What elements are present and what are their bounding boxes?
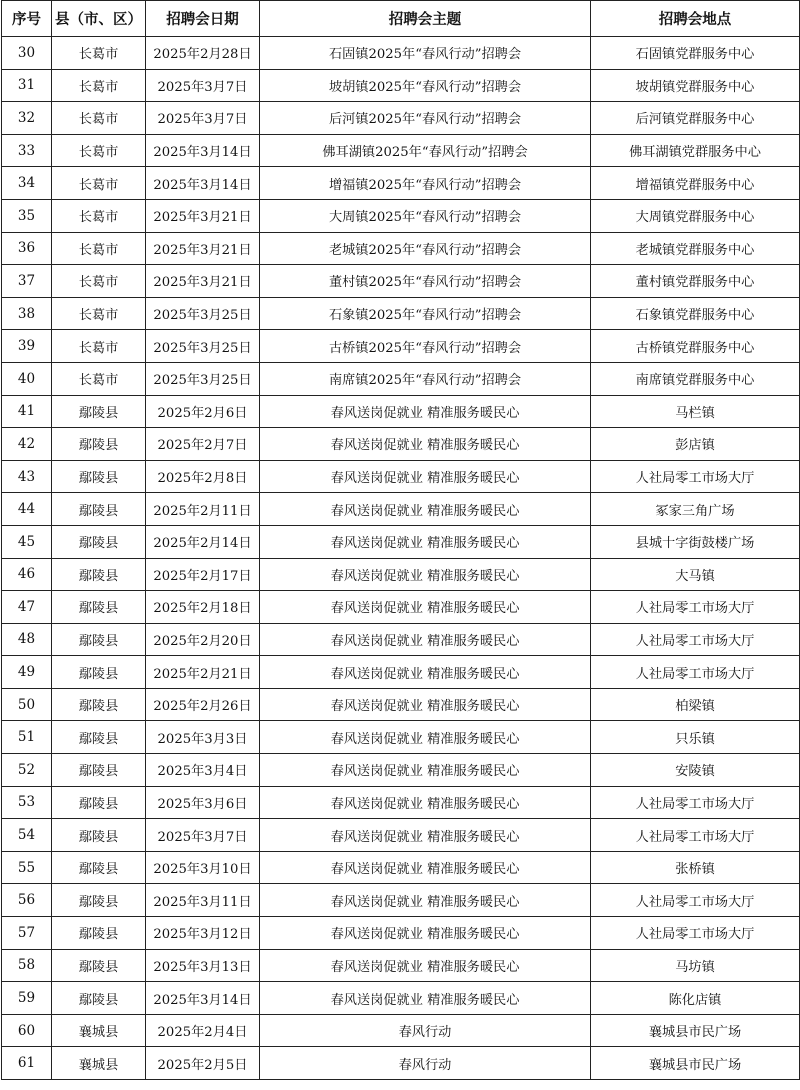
cell-location: 人社局零工市场大厅 xyxy=(591,884,800,917)
cell-seq: 59 xyxy=(2,982,52,1015)
cell-date: 2025年3月25日 xyxy=(146,330,260,363)
cell-date: 2025年2月28日 xyxy=(146,37,260,70)
cell-theme: 大周镇2025年“春风行动”招聘会 xyxy=(260,199,591,232)
cell-location: 襄城县市民广场 xyxy=(591,1014,800,1047)
cell-theme: 增福镇2025年“春风行动”招聘会 xyxy=(260,167,591,200)
header-seq: 序号 xyxy=(2,1,52,37)
cell-seq: 42 xyxy=(2,428,52,461)
cell-seq: 54 xyxy=(2,819,52,852)
cell-seq: 48 xyxy=(2,623,52,656)
table-row xyxy=(2,493,800,526)
table-row xyxy=(2,688,800,721)
cell-seq: 55 xyxy=(2,851,52,884)
table-row xyxy=(2,558,800,591)
cell-theme: 春风送岗促就业 精准服务暖民心 xyxy=(260,949,591,982)
cell-date: 2025年3月25日 xyxy=(146,362,260,395)
cell-seq: 50 xyxy=(2,688,52,721)
cell-seq: 60 xyxy=(2,1014,52,1047)
table-row xyxy=(2,232,800,265)
table-row xyxy=(2,525,800,558)
cell-theme: 春风送岗促就业 精准服务暖民心 xyxy=(260,917,591,950)
cell-county: 鄢陵县 xyxy=(52,754,146,787)
cell-county: 鄢陵县 xyxy=(52,591,146,624)
table-row xyxy=(2,982,800,1015)
table-row xyxy=(2,297,800,330)
cell-theme: 春风行动 xyxy=(260,1014,591,1047)
cell-location: 人社局零工市场大厅 xyxy=(591,460,800,493)
cell-theme: 春风送岗促就业 精准服务暖民心 xyxy=(260,428,591,461)
table-header xyxy=(2,1,800,37)
table-row xyxy=(2,851,800,884)
cell-seq: 41 xyxy=(2,395,52,428)
cell-seq: 40 xyxy=(2,362,52,395)
cell-date: 2025年3月12日 xyxy=(146,917,260,950)
table-row xyxy=(2,265,800,298)
cell-theme: 古桥镇2025年“春风行动”招聘会 xyxy=(260,330,591,363)
table-body xyxy=(2,37,800,1080)
cell-location: 柏梁镇 xyxy=(591,688,800,721)
cell-county: 鄢陵县 xyxy=(52,493,146,526)
cell-county: 鄢陵县 xyxy=(52,819,146,852)
cell-county: 鄢陵县 xyxy=(52,558,146,591)
cell-location: 县城十字街鼓楼广场 xyxy=(591,525,800,558)
table-row xyxy=(2,1047,800,1080)
table-row xyxy=(2,591,800,624)
table-row xyxy=(2,721,800,754)
cell-location: 冢家三角广场 xyxy=(591,493,800,526)
cell-date: 2025年3月13日 xyxy=(146,949,260,982)
cell-location: 佛耳湖镇党群服务中心 xyxy=(591,134,800,167)
cell-seq: 39 xyxy=(2,330,52,363)
cell-theme: 石固镇2025年“春风行动”招聘会 xyxy=(260,37,591,70)
cell-date: 2025年2月11日 xyxy=(146,493,260,526)
cell-seq: 36 xyxy=(2,232,52,265)
cell-location: 坡胡镇党群服务中心 xyxy=(591,69,800,102)
cell-seq: 37 xyxy=(2,265,52,298)
cell-location: 只乐镇 xyxy=(591,721,800,754)
cell-theme: 后河镇2025年“春风行动”招聘会 xyxy=(260,102,591,135)
cell-county: 鄢陵县 xyxy=(52,525,146,558)
cell-date: 2025年3月10日 xyxy=(146,851,260,884)
cell-seq: 53 xyxy=(2,786,52,819)
cell-seq: 49 xyxy=(2,656,52,689)
cell-seq: 38 xyxy=(2,297,52,330)
cell-date: 2025年3月4日 xyxy=(146,754,260,787)
table-row xyxy=(2,330,800,363)
table-row xyxy=(2,754,800,787)
cell-seq: 44 xyxy=(2,493,52,526)
cell-location: 马栏镇 xyxy=(591,395,800,428)
cell-theme: 春风送岗促就业 精准服务暖民心 xyxy=(260,982,591,1015)
cell-county: 鄢陵县 xyxy=(52,656,146,689)
cell-county: 长葛市 xyxy=(52,232,146,265)
cell-theme: 春风送岗促就业 精准服务暖民心 xyxy=(260,754,591,787)
cell-date: 2025年2月7日 xyxy=(146,428,260,461)
cell-county: 鄢陵县 xyxy=(52,982,146,1015)
table-row xyxy=(2,623,800,656)
cell-seq: 58 xyxy=(2,949,52,982)
cell-location: 石固镇党群服务中心 xyxy=(591,37,800,70)
cell-seq: 51 xyxy=(2,721,52,754)
cell-theme: 春风送岗促就业 精准服务暖民心 xyxy=(260,819,591,852)
cell-county: 长葛市 xyxy=(52,330,146,363)
cell-county: 长葛市 xyxy=(52,362,146,395)
cell-county: 鄢陵县 xyxy=(52,623,146,656)
cell-location: 彭店镇 xyxy=(591,428,800,461)
cell-county: 鄢陵县 xyxy=(52,395,146,428)
cell-date: 2025年3月6日 xyxy=(146,786,260,819)
header-theme: 招聘会主题 xyxy=(260,1,591,37)
cell-county: 鄢陵县 xyxy=(52,917,146,950)
cell-county: 鄢陵县 xyxy=(52,460,146,493)
cell-location: 大马镇 xyxy=(591,558,800,591)
cell-theme: 董村镇2025年“春风行动”招聘会 xyxy=(260,265,591,298)
cell-county: 襄城县 xyxy=(52,1047,146,1080)
table-row xyxy=(2,656,800,689)
cell-theme: 春风送岗促就业 精准服务暖民心 xyxy=(260,656,591,689)
cell-seq: 56 xyxy=(2,884,52,917)
cell-theme: 春风送岗促就业 精准服务暖民心 xyxy=(260,525,591,558)
cell-theme: 春风送岗促就业 精准服务暖民心 xyxy=(260,623,591,656)
cell-seq: 35 xyxy=(2,199,52,232)
table-row xyxy=(2,395,800,428)
cell-theme: 春风行动 xyxy=(260,1047,591,1080)
cell-theme: 石象镇2025年“春风行动”招聘会 xyxy=(260,297,591,330)
table-row xyxy=(2,69,800,102)
cell-county: 长葛市 xyxy=(52,199,146,232)
cell-date: 2025年2月4日 xyxy=(146,1014,260,1047)
cell-theme: 坡胡镇2025年“春风行动”招聘会 xyxy=(260,69,591,102)
cell-county: 长葛市 xyxy=(52,69,146,102)
table-row xyxy=(2,134,800,167)
cell-county: 鄢陵县 xyxy=(52,851,146,884)
cell-location: 人社局零工市场大厅 xyxy=(591,656,800,689)
table-row xyxy=(2,949,800,982)
cell-theme: 春风送岗促就业 精准服务暖民心 xyxy=(260,786,591,819)
table-row xyxy=(2,362,800,395)
header-row xyxy=(2,1,800,37)
table-row xyxy=(2,428,800,461)
table-row xyxy=(2,786,800,819)
cell-location: 董村镇党群服务中心 xyxy=(591,265,800,298)
cell-date: 2025年3月21日 xyxy=(146,265,260,298)
cell-location: 老城镇党群服务中心 xyxy=(591,232,800,265)
cell-theme: 春风送岗促就业 精准服务暖民心 xyxy=(260,688,591,721)
cell-theme: 南席镇2025年“春风行动”招聘会 xyxy=(260,362,591,395)
cell-date: 2025年3月11日 xyxy=(146,884,260,917)
header-county: 县（市、区） xyxy=(52,1,146,37)
cell-county: 襄城县 xyxy=(52,1014,146,1047)
cell-county: 长葛市 xyxy=(52,167,146,200)
cell-date: 2025年3月7日 xyxy=(146,69,260,102)
table-row xyxy=(2,199,800,232)
cell-seq: 43 xyxy=(2,460,52,493)
cell-theme: 春风送岗促就业 精准服务暖民心 xyxy=(260,395,591,428)
cell-date: 2025年2月20日 xyxy=(146,623,260,656)
cell-location: 大周镇党群服务中心 xyxy=(591,199,800,232)
cell-date: 2025年3月14日 xyxy=(146,167,260,200)
job-fair-table xyxy=(1,0,800,1080)
cell-date: 2025年2月14日 xyxy=(146,525,260,558)
cell-theme: 春风送岗促就业 精准服务暖民心 xyxy=(260,460,591,493)
cell-seq: 61 xyxy=(2,1047,52,1080)
cell-theme: 春风送岗促就业 精准服务暖民心 xyxy=(260,558,591,591)
table-row xyxy=(2,819,800,852)
cell-date: 2025年2月18日 xyxy=(146,591,260,624)
cell-seq: 33 xyxy=(2,134,52,167)
cell-seq: 46 xyxy=(2,558,52,591)
cell-date: 2025年3月21日 xyxy=(146,232,260,265)
header-location: 招聘会地点 xyxy=(591,1,800,37)
cell-county: 鄢陵县 xyxy=(52,721,146,754)
cell-county: 鄢陵县 xyxy=(52,428,146,461)
table-row xyxy=(2,1014,800,1047)
table-row xyxy=(2,37,800,70)
cell-location: 南席镇党群服务中心 xyxy=(591,362,800,395)
cell-county: 长葛市 xyxy=(52,37,146,70)
cell-theme: 春风送岗促就业 精准服务暖民心 xyxy=(260,493,591,526)
table-row xyxy=(2,917,800,950)
cell-seq: 45 xyxy=(2,525,52,558)
cell-location: 后河镇党群服务中心 xyxy=(591,102,800,135)
cell-location: 张桥镇 xyxy=(591,851,800,884)
cell-date: 2025年2月6日 xyxy=(146,395,260,428)
table-row xyxy=(2,167,800,200)
cell-county: 鄢陵县 xyxy=(52,786,146,819)
cell-location: 增福镇党群服务中心 xyxy=(591,167,800,200)
cell-county: 长葛市 xyxy=(52,265,146,298)
cell-location: 陈化店镇 xyxy=(591,982,800,1015)
cell-seq: 57 xyxy=(2,917,52,950)
cell-date: 2025年3月14日 xyxy=(146,982,260,1015)
cell-date: 2025年3月7日 xyxy=(146,819,260,852)
cell-seq: 32 xyxy=(2,102,52,135)
cell-theme: 老城镇2025年“春风行动”招聘会 xyxy=(260,232,591,265)
cell-date: 2025年2月8日 xyxy=(146,460,260,493)
cell-date: 2025年3月14日 xyxy=(146,134,260,167)
cell-date: 2025年3月7日 xyxy=(146,102,260,135)
cell-date: 2025年2月26日 xyxy=(146,688,260,721)
cell-location: 古桥镇党群服务中心 xyxy=(591,330,800,363)
cell-county: 鄢陵县 xyxy=(52,949,146,982)
cell-theme: 春风送岗促就业 精准服务暖民心 xyxy=(260,851,591,884)
cell-seq: 34 xyxy=(2,167,52,200)
cell-date: 2025年2月17日 xyxy=(146,558,260,591)
cell-theme: 春风送岗促就业 精准服务暖民心 xyxy=(260,591,591,624)
cell-theme: 佛耳湖镇2025年“春风行动”招聘会 xyxy=(260,134,591,167)
cell-location: 襄城县市民广场 xyxy=(591,1047,800,1080)
table-row xyxy=(2,102,800,135)
cell-location: 人社局零工市场大厅 xyxy=(591,786,800,819)
cell-county: 长葛市 xyxy=(52,297,146,330)
cell-location: 人社局零工市场大厅 xyxy=(591,819,800,852)
cell-seq: 30 xyxy=(2,37,52,70)
table-row xyxy=(2,884,800,917)
cell-theme: 春风送岗促就业 精准服务暖民心 xyxy=(260,884,591,917)
cell-theme: 春风送岗促就业 精准服务暖民心 xyxy=(260,721,591,754)
table-row xyxy=(2,460,800,493)
cell-date: 2025年3月3日 xyxy=(146,721,260,754)
cell-seq: 52 xyxy=(2,754,52,787)
cell-date: 2025年2月5日 xyxy=(146,1047,260,1080)
cell-county: 鄢陵县 xyxy=(52,688,146,721)
cell-seq: 31 xyxy=(2,69,52,102)
cell-date: 2025年2月21日 xyxy=(146,656,260,689)
cell-date: 2025年3月25日 xyxy=(146,297,260,330)
header-date: 招聘会日期 xyxy=(146,1,260,37)
cell-location: 人社局零工市场大厅 xyxy=(591,917,800,950)
cell-location: 马坊镇 xyxy=(591,949,800,982)
cell-location: 人社局零工市场大厅 xyxy=(591,591,800,624)
cell-seq: 47 xyxy=(2,591,52,624)
cell-date: 2025年3月21日 xyxy=(146,199,260,232)
cell-location: 人社局零工市场大厅 xyxy=(591,623,800,656)
cell-location: 安陵镇 xyxy=(591,754,800,787)
cell-county: 长葛市 xyxy=(52,102,146,135)
cell-location: 石象镇党群服务中心 xyxy=(591,297,800,330)
cell-county: 鄢陵县 xyxy=(52,884,146,917)
cell-county: 长葛市 xyxy=(52,134,146,167)
